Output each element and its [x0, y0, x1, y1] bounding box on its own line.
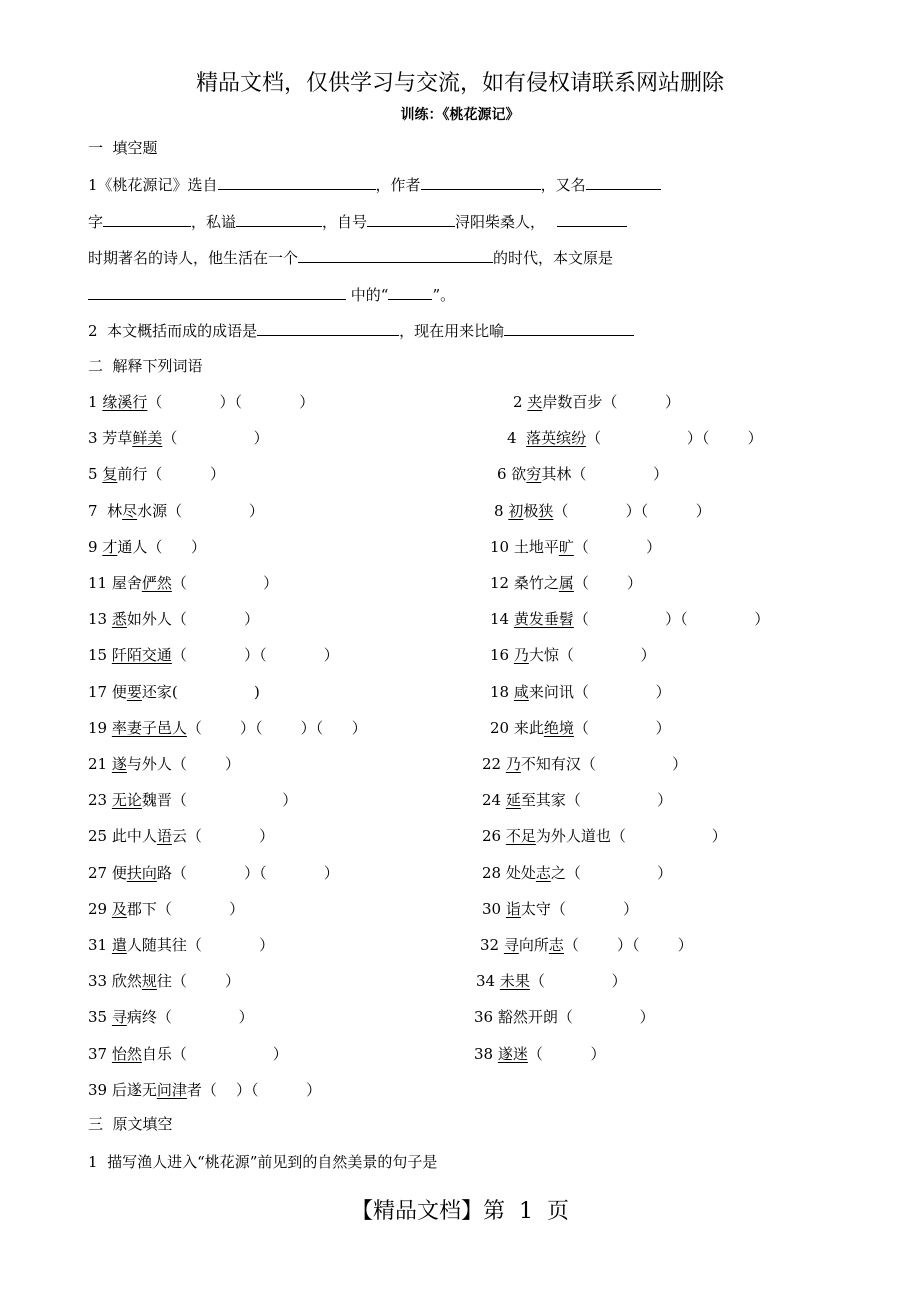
vocab-key-term: 缘溪行	[102, 393, 148, 411]
vocab-key-term: 俨然	[141, 574, 172, 592]
question-text: ，作者	[375, 176, 421, 194]
document-banner: 精品文档，仅供学习与交流，如有侵权请联系网站删除	[195, 71, 724, 96]
answer-blank[interactable]	[388, 284, 432, 300]
vocab-key-term: 率妻子邑人	[111, 718, 187, 737]
vocab-prefix: 7 林	[88, 501, 123, 520]
vocab-prefix: 13	[88, 610, 112, 629]
vocab-prefix: 2	[513, 393, 528, 411]
vocab-key-term: 初	[508, 501, 524, 520]
answer-parentheses[interactable]: （ ）	[558, 646, 656, 665]
answer-parentheses[interactable]: （ ）	[171, 574, 279, 592]
vocab-prefix: 6 欲	[497, 465, 527, 484]
answer-parentheses[interactable]: ( )	[171, 682, 260, 701]
vocab-prefix: 3 芳草	[88, 429, 133, 448]
answer-parentheses[interactable]: （ ）	[147, 537, 206, 556]
vocab-item	[88, 718, 367, 738]
question-text: 字	[88, 213, 104, 231]
vocab-item	[494, 501, 711, 521]
vocab-prefix: 18	[490, 682, 514, 701]
vocab-item	[88, 537, 206, 557]
answer-blank[interactable]	[88, 284, 346, 300]
vocab-prefix: 35	[88, 1008, 112, 1027]
vocab-suffix: 极	[523, 501, 539, 520]
vocab-item	[88, 1044, 288, 1064]
vocab-suffix: 岸数百步	[542, 393, 603, 411]
vocab-prefix: 21	[88, 755, 112, 773]
vocab-prefix: 5	[88, 465, 103, 484]
vocab-item	[482, 790, 672, 810]
vocab-prefix: 22	[482, 755, 506, 773]
section-heading-recall: 三 原文填空	[88, 1115, 173, 1133]
answer-parentheses[interactable]: （ ）	[580, 755, 688, 773]
answer-blank[interactable]	[367, 211, 455, 227]
answer-parentheses[interactable]: （ ）	[186, 936, 275, 954]
question-text: ，自号	[322, 213, 368, 231]
vocab-item	[490, 609, 769, 629]
answer-parentheses[interactable]: （ ）	[167, 501, 264, 520]
vocab-item	[88, 971, 240, 991]
answer-blank[interactable]	[421, 174, 541, 190]
vocab-item	[490, 682, 671, 702]
vocab-item	[88, 754, 240, 774]
vocab-item	[490, 718, 671, 738]
vocab-prefix: 24	[482, 791, 506, 810]
answer-blank[interactable]	[557, 211, 627, 227]
vocab-item	[480, 935, 693, 955]
answer-blank[interactable]	[218, 174, 376, 190]
vocab-suffix: 水源	[137, 501, 168, 520]
vocab-suffix: 通人	[117, 537, 148, 556]
answer-parentheses[interactable]: （ ）	[573, 537, 662, 556]
vocab-key-term: 遂	[111, 755, 127, 773]
vocab-item	[88, 682, 260, 702]
vocab-key-term: 不足	[505, 827, 536, 846]
question-text: 中的“	[346, 286, 389, 304]
answer-blank[interactable]	[504, 320, 634, 336]
question-1-line-1	[88, 174, 661, 195]
vocab-suffix: 与外人	[126, 755, 172, 773]
vocab-key-term: 复	[102, 465, 118, 484]
vocab-item	[88, 573, 278, 593]
vocab-prefix: 37	[88, 1044, 112, 1063]
answer-parentheses[interactable]: （ ）（ ）	[586, 429, 763, 448]
vocab-prefix: 19	[88, 718, 112, 737]
answer-parentheses[interactable]: （ ）	[186, 827, 275, 846]
vocab-prefix: 39 后遂无	[88, 1080, 157, 1099]
vocab-prefix: 26	[482, 827, 506, 846]
answer-parentheses[interactable]: （ ）	[610, 827, 727, 846]
answer-parentheses[interactable]: （ ）	[565, 863, 673, 882]
vocab-item	[490, 537, 661, 557]
vocab-prefix: 30	[482, 899, 506, 918]
vocab-key-term: 要	[126, 682, 142, 701]
vocab-item	[88, 935, 274, 955]
vocab-suffix: 路	[156, 863, 172, 882]
vocab-key-term: 穷	[526, 465, 542, 484]
vocab-key-term: 寻	[503, 936, 519, 954]
answer-blank[interactable]	[586, 174, 661, 190]
vocab-prefix: 34	[476, 972, 500, 991]
recall-question-1: 1 描写渔人进入“桃花源”前见到的自然美景的句子是	[88, 1153, 438, 1171]
vocab-prefix: 11 屋舍	[88, 574, 142, 592]
question-text: 时期著名的诗人，他生活在一个	[88, 249, 299, 267]
vocab-prefix: 38	[474, 1044, 498, 1063]
vocab-prefix: 4	[507, 429, 527, 448]
vocab-key-term: 志	[535, 863, 551, 882]
answer-parentheses[interactable]: （ ）	[571, 465, 669, 484]
section-heading-vocabulary: 二 解释下列词语	[88, 357, 203, 375]
question-1-line-4	[88, 284, 455, 305]
vocab-key-term: 咸	[513, 682, 529, 701]
vocab-key-term: 属	[558, 574, 574, 592]
question-2	[88, 320, 634, 341]
vocab-prefix: 31	[88, 936, 112, 954]
question-text: 1《桃花源记》选自	[88, 176, 218, 194]
vocab-item	[490, 645, 656, 665]
vocab-prefix: 17 便	[88, 682, 127, 701]
answer-parentheses[interactable]: （ ）	[156, 899, 245, 918]
vocab-key-term: 规	[141, 972, 157, 991]
question-text: ，现在用来比喻	[399, 322, 505, 340]
vocab-prefix: 12 桑竹之	[490, 574, 559, 592]
answer-parentheses[interactable]: （ ）	[565, 791, 673, 810]
vocab-suffix: 不知有汉	[520, 755, 581, 773]
vocab-item	[88, 899, 244, 919]
vocab-key-term: 语	[156, 827, 172, 846]
answer-parentheses[interactable]: （ ）	[171, 791, 298, 810]
answer-blank[interactable]	[236, 211, 322, 227]
answer-parentheses[interactable]: （ ）	[527, 1044, 606, 1063]
vocab-key-term: 绝境	[543, 718, 574, 737]
section-heading-fill-blank: 一 填空题	[88, 139, 158, 157]
vocab-suffix: 太守	[520, 899, 551, 918]
vocab-key-term: 夹	[527, 393, 543, 411]
answer-parentheses[interactable]: （ ）（ ）	[201, 1080, 322, 1099]
vocab-prefix: 33 欣然	[88, 972, 142, 991]
vocab-item	[474, 1044, 606, 1064]
vocab-item	[88, 464, 225, 484]
vocab-item	[88, 609, 259, 629]
vocab-suffix: 人随其往	[126, 936, 187, 954]
vocab-item	[482, 826, 727, 846]
vocab-item	[88, 428, 269, 448]
vocab-key-term: 阡陌交通	[111, 646, 172, 665]
question-1-line-2	[88, 211, 627, 232]
answer-parentheses[interactable]: （ ）	[573, 682, 671, 701]
answer-parentheses[interactable]: （ ）	[171, 755, 241, 773]
document-title: 训练：《桃花源记》	[400, 107, 520, 123]
answer-parentheses[interactable]: （ ）	[550, 899, 639, 918]
vocab-item	[88, 790, 297, 810]
vocab-suffix: 病终	[126, 1008, 157, 1027]
vocab-key-term: 扶向	[126, 863, 157, 882]
vocab-item	[482, 754, 687, 774]
question-text: 的时代，本文原是	[493, 249, 614, 267]
answer-parentheses[interactable]: （ ）	[602, 393, 681, 411]
vocab-suffix: 自乐	[141, 1044, 172, 1063]
answer-blank[interactable]	[257, 320, 399, 336]
vocab-key-term: 诣	[505, 899, 521, 918]
vocab-item	[88, 826, 274, 846]
vocab-suffix: 者	[186, 1080, 202, 1099]
vocab-prefix: 29	[88, 899, 112, 918]
vocab-prefix: 1	[88, 393, 103, 411]
vocab-key-term: 寻	[111, 1008, 127, 1027]
answer-parentheses[interactable]: （ ）（ ）	[171, 646, 339, 665]
vocab-key-term: 乃	[505, 755, 521, 773]
vocab-suffix: 来问讯	[528, 682, 574, 701]
vocab-key-term: 无论	[111, 791, 142, 810]
answer-parentheses[interactable]: （ ）	[147, 465, 226, 484]
answer-parentheses[interactable]: （ ）	[171, 1044, 288, 1063]
vocab-prefix: 14	[490, 610, 514, 629]
vocab-suffix: 大惊	[528, 646, 559, 665]
vocab-key-term: 旷	[558, 537, 574, 556]
answer-parentheses[interactable]: （ ）	[573, 574, 643, 592]
vocab-prefix: 36 豁然开朗	[474, 1008, 558, 1027]
answer-parentheses[interactable]: （ ）	[573, 718, 671, 737]
vocab-suffix: 如外人	[126, 610, 172, 629]
question-text: ，私谥	[191, 213, 237, 231]
vocab-prefix: 25 此中人	[88, 827, 157, 846]
vocab-suffix: 郡下	[126, 899, 157, 918]
answer-parentheses[interactable]: （ ）（ ）（ ）	[186, 718, 367, 737]
vocab-key-term: 落英缤纷	[526, 429, 587, 448]
question-text: 浔阳柴桑人，	[455, 213, 546, 231]
vocab-prefix: 9	[88, 537, 103, 556]
vocab-prefix: 16	[490, 646, 514, 665]
vocab-suffix: 其林	[541, 465, 572, 484]
vocab-prefix: 28 处处	[482, 863, 536, 882]
vocab-key-term: 及	[111, 899, 127, 918]
vocab-item	[474, 1007, 655, 1027]
answer-parentheses[interactable]: （ ）（ ）	[573, 610, 770, 629]
vocab-suffix: 往	[156, 972, 172, 991]
question-1-line-3	[88, 247, 613, 268]
vocab-suffix: 至其家	[520, 791, 566, 810]
question-text: ，又名	[540, 176, 586, 194]
vocab-key-term: 乃	[513, 646, 529, 665]
vocab-suffix: 之	[550, 863, 566, 882]
vocab-item	[482, 899, 638, 919]
vocab-key-term: 怡然	[111, 1044, 142, 1063]
vocab-item	[482, 863, 672, 883]
vocab-key-term: 志	[548, 936, 564, 954]
vocab-item	[490, 573, 642, 593]
vocab-key-term: 遂迷	[497, 1044, 528, 1063]
vocab-suffix: 云	[171, 827, 187, 846]
answer-blank[interactable]	[298, 247, 493, 263]
vocab-prefix: 32	[480, 936, 504, 954]
answer-blank[interactable]	[103, 211, 191, 227]
vocab-prefix: 27 便	[88, 863, 127, 882]
answer-parentheses[interactable]: （ ）（ ）	[147, 393, 315, 411]
answer-parentheses[interactable]: （ ）（ ）	[171, 863, 339, 882]
vocab-item	[88, 645, 339, 665]
answer-parentheses[interactable]: （ ）	[529, 972, 627, 991]
vocab-suffix: 为外人道也	[535, 827, 611, 846]
answer-parentheses[interactable]: （ ）	[557, 1008, 655, 1027]
vocab-key-term: 黄发垂髫	[513, 610, 574, 629]
vocab-item	[88, 1007, 254, 1027]
vocab-prefix: 20 来此	[490, 718, 544, 737]
vocab-prefix: 8	[494, 501, 509, 520]
vocab-item	[88, 501, 264, 521]
answer-parentheses[interactable]: （ ）（ ）	[553, 501, 711, 520]
vocab-prefix: 10 土地平	[490, 537, 559, 556]
vocab-item	[476, 971, 627, 991]
vocab-item	[88, 863, 339, 883]
vocab-key-term: 未果	[499, 972, 530, 991]
answer-parentheses[interactable]: （ ）	[171, 610, 260, 629]
vocab-item	[88, 392, 314, 412]
vocab-item	[513, 392, 680, 412]
vocab-item	[88, 1080, 321, 1100]
vocab-suffix: 前行	[117, 465, 148, 484]
vocab-suffix: 还家	[141, 682, 172, 701]
page-footer: 【精品文档】第 1 页	[351, 1199, 569, 1224]
vocab-suffix: 魏晋	[141, 791, 172, 810]
answer-parentheses[interactable]: （ ）（ ）	[563, 936, 693, 954]
vocab-prefix: 23	[88, 791, 112, 810]
question-text: 2 本文概括而成的成语是	[88, 322, 258, 340]
vocab-key-term: 问津	[156, 1080, 187, 1099]
answer-parentheses[interactable]: （ ）	[156, 1008, 254, 1027]
vocab-item	[497, 464, 668, 484]
vocab-key-term: 延	[505, 791, 521, 810]
answer-parentheses[interactable]: （ ）	[171, 972, 241, 991]
vocab-key-term: 悉	[111, 610, 127, 629]
vocab-key-term: 狭	[538, 501, 554, 520]
question-text: ”。	[432, 286, 456, 304]
answer-parentheses[interactable]: （ ）	[162, 429, 269, 448]
vocab-key-term: 鲜美	[132, 429, 163, 448]
vocab-prefix: 15	[88, 646, 112, 665]
vocab-key-term: 遣	[111, 936, 127, 954]
vocab-key-term: 尽	[122, 501, 138, 520]
vocab-suffix: 向所	[518, 936, 549, 954]
vocab-item	[507, 428, 763, 448]
vocab-key-term: 才	[102, 537, 118, 556]
